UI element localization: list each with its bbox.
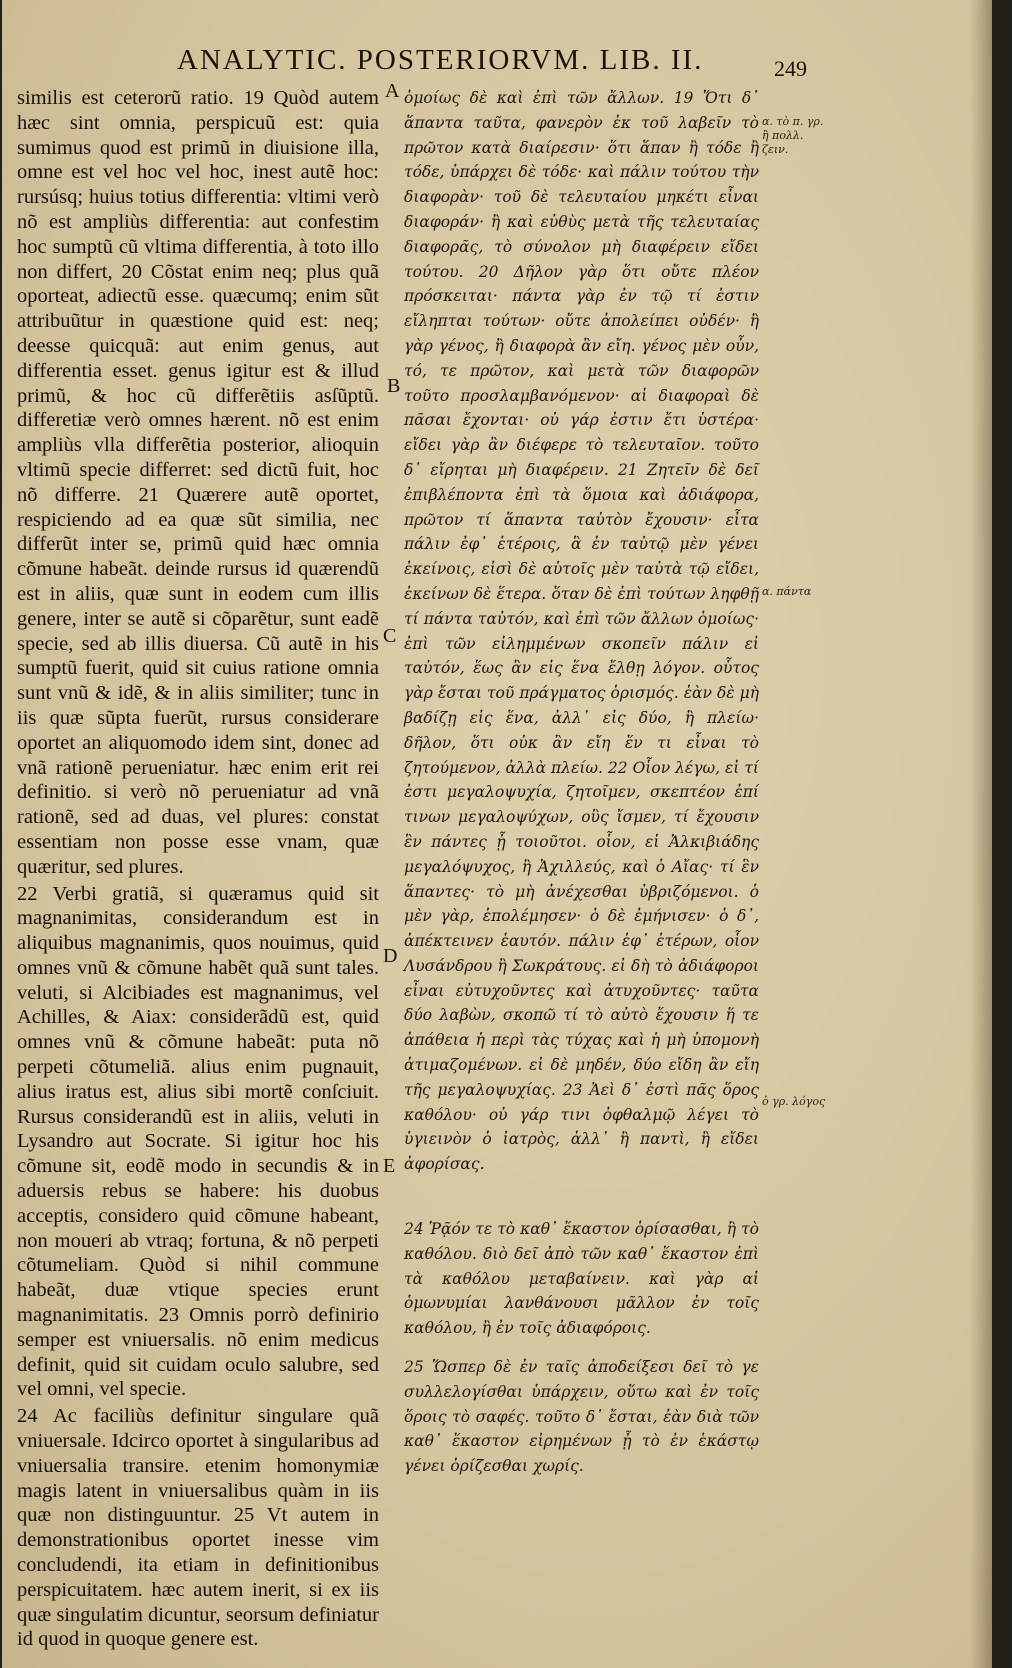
latin-paragraph: 22 Verbi gratiã, si quæramus quid sit magnanimitas, considerandum est in aliquibus magnanimis, quos nouimus, quid omnes vnũ & cõmune habẽt quã sunt tales. veluti, si Alcibiades est magnanimus, vel Achilles, & Aiax: considerãdũ est, quid omnes vnũ & cõmune habeãt: puta nõ perpeti cõtumeliã. alius enim pugnauit, alius iratus est, alius sibi mortẽ conſciuit. Rursus considerandũ est in aliis, veluti in Lysandro aut Socrate. Si igitur hoc his cõmune sit, eodẽ modo in secundis & in aduersis rebus se habere: his duobus acceptis, considero quid cõmune habeant, non moueri ab vtraq; fortuna, & nõ perpeti cõtumeliam. Quòd si nihil commune habeãt, duæ vtique species erunt magnanimitatis. 23 Omnis porrò definirio semper est vniuersalis. nõ enim medicus definit, quid sit cuidam oculo salubre, sed vel omni, vel specie. [17,882,379,1401]
greek-column [404,86,759,1479]
margin-letter-b: B [387,375,401,397]
book-page [2,0,992,1668]
margin-letter-c: C [383,625,397,647]
latin-column [17,86,379,1652]
greek-paragraph: 24 Ῥᾷόν τε τὸ καθ᾽ ἕκαστον ὁρίσασθαι, ἢ τὸ καθόλου. διὸ δεῖ ἀπὸ τῶν καθ᾽ ἕκαστον ἐπὶ τὰ καθόλου μεταβαίνειν. καὶ γὰρ αἱ ὁμωνυμίαι λανθάνουσι μᾶλλον ἐν τοῖς καθόλου, ἢ ἐν τοῖς ἀδιαφόροις. [404,1220,759,1338]
marginal-gloss: ὁ γρ. λόγος [762,1095,826,1108]
greek-paragraph: ὁμοίως δὲ καὶ ἐπὶ τῶν ἄλλων. 19 Ὅτι δ᾽ ἅπαντα ταῦτα, φανερὸν ἐκ τοῦ λαβεῖν τὸ πρῶτον κατὰ διαίρεσιν· ὅτι ἅπαν ἢ τόδε ἢ τόδε, ὑπάρχει δὲ τόδε· καὶ πάλιν τούτου τὴν διαφορὰν· τοῦ δὲ τελευταίου μηκέτι εἶναι διαφοράν· ἢ καὶ εὐθὺς μετὰ τῆς τελευταίας διαφορᾶς, τὸ σύνολον μὴ διαφέρειν εἴδει τούτου. 20 Δῆλον γὰρ ὅτι οὔτε πλέον πρόσκειται· πάντα γὰρ ἐν τῷ τί ἐστιν εἴληπται τούτων· οὔτε ἀπολείπει οὐδέν· ἢ γὰρ γένος, ἢ διαφορὰ ἂν εἴη. γένος μὲν οὖν, τό, τε πρῶτον, καὶ μετὰ τῶν διαφορῶν τοῦτο προσλαμβανόμενον· αἱ διαφοραὶ δὲ πᾶσαι ἔχονται· οὐ γάρ ἐστιν ἔτι ὑστέρα· εἴδει γὰρ ἂν διέφερε τὸ τελευταῖον. τοῦτο δ᾽ εἴρηται μὴ διαφέρειν. 21 Ζητεῖν δὲ δεῖ ἐπιβλέποντα ἐπὶ τὰ ὅμοια καὶ ἀδιάφορα, πρῶτον τί ἅπαντα ταὐτὸν ἔχουσιν· εἶτα πάλιν ἐφ᾽ ἑτέροις, ἃ ἐν ταὐτῷ μὲν γένει ἐκείνοις, εἰσὶ δὲ αὑτοῖς μὲν ταὐτὰ τῷ εἴδει, ἐκείνων δὲ ἕτερα. ὅταν δὲ ἐπὶ τούτων ληφθῇ τί πάντα ταὐτόν, καὶ ἐπὶ τῶν ἄλλων ὁμοίως· ἐπὶ τῶν εἰλημμένων σκοπεῖν πάλιν εἰ ταὐτόν, ἕως ἂν εἰς ἕνα ἔλθῃ λόγον. οὗτος γὰρ ἔσται τοῦ πράγματος ὁρισμός. ἐὰν δὲ μὴ βαδίζῃ εἰς ἕνα, ἀλλ᾽ εἰς δύο, ἢ πλείω· δῆλον, ὅτι οὐκ ἂν εἴη ἕν τι εἶναι τὸ ζητούμενον, ἀλλὰ πλείω. 22 Οἷον λέγω, εἰ τί ἐστι μεγαλοψυχία, ζητοῖμεν, σκεπτέον ἐπί τινων μεγαλοψύχων, οὓς ἴσμεν, τί ἔχουσιν ἓν πάντες ᾗ τοιοῦτοι. οἷον, εἰ Ἀλκιβιάδης μεγαλόψυχος, ἢ Ἀχιλλεύς, καὶ ὁ Αἴας· τί ἓν ἅπαντες· τὸ μὴ ἀνέχεσθαι ὑβριζόμενοι. ὁ μὲν γὰρ, ἐπολέμησεν· ὁ δὲ ἐμήνισεν· ὁ δ᾽, ἀπέκτεινεν ἑαυτόν. πάλιν ἐφ᾽ ἑτέρων, οἷον Λυσάνδρου ἢ Σωκράτους. εἰ δὴ τὸ ἀδιάφοροι εἶναι εὐτυχοῦντες καὶ ἀτυχοῦντες· ταῦτα δύο λαβὼν, σκοπῶ τί τὸ αὐτὸ ἔχουσιν ἥ τε ἀπάθεια ἡ περὶ τὰς τύχας καὶ ἡ μὴ ὑπομονὴ ἀτιμαζομένων. εἰ δὲ μηδέν, δύο εἴδη ἂν εἴη τῆς μεγαλοψυχίας. 23 Ἀεὶ δ᾽ ἐστὶ πᾶς ὅρος καθόλου· οὐ γάρ τινι ὀφθαλμῷ λέγει τὸ ὑγιεινὸν ὁ ἰατρὸς, ἀλλ᾽ ἢ παντὶ, ἢ εἴδει ἀφορίσας. [404,89,759,1174]
marginal-gloss: α. τὸ π. γρ. ἢ πολλ. ζειν. [762,115,824,156]
page-edge-shadow [970,0,992,1668]
latin-paragraph: 24 Ac faciliùs definitur singulare quã vniuersale. Idcirco oportet à singularibus ad vniuersalia transire. etenim homonymiæ magis latent in vniuersalibus quàm in iis quæ non distinguuntur. 25 Vt autem in demonstrationibus oportet inesse vim concludendi, ita etiam in definitionibus perspicuitatem. hæc autem inerit, si ex iis quæ singulatim dicuntur, seorsum definiatur id quod in quoque genere est. [17,1405,379,1651]
margin-letter-e: E [383,1155,396,1177]
greek-paragraph: 25 Ὥσπερ δὲ ἐν ταῖς ἀποδείξεσι δεῖ τὸ γε συλλελογίσθαι ὑπάρχειν, οὕτω καὶ ἐν τοῖς ὅροις τὸ σαφές. τοῦτο δ᾽ ἔσται, ἐὰν διὰ τῶν καθ᾽ ἕκαστον εἰρημένων ᾖ τὸ ἐν ἑκάστῳ γένει ὁρίζεσθαι χωρίς. [404,1358,759,1476]
margin-letter-a: A [385,80,400,102]
running-title: ANALYTIC. POSTERIORVM. LIB. II. [177,44,704,76]
latin-paragraph: similis est ceterorũ ratio. 19 Quòd autem hæc sint omnia, perspicuũ est: quia sumimus quod est primũ in diuisione illa, omne est vel hoc vel hoc, inest autẽ hoc: rursúsq; huius totius differentia: vltimi verò nõ est ampliùs differentia: aut confestim hoc sumptũ cũ vltima differentia, à toto illo non differt, 20 Cõstat enim neq; plus quã oporteat, adiectũ esse. quæcumq; enim sũt attribuũtur in quæstione quid est: neq; deesse quicquã: aut enim genus, aut differentia esset. genus igitur est & illud primũ, & hoc cũ differẽtiis asſũptũ. differetiæ verò omnes hærent. nõ est enim ampliùs vlla differẽtia posterior, alioquin vltimũ specie differret: sed dictũ fuit, hoc nõ differre. 21 Quærere autẽ oportet, respiciendo ad ea quæ sũt similia, nec differũt inter se, primũ quid hæc omnia cõmune habeãt. deinde rursus id quærendũ est in aliis, quæ sunt in eodem cum illis genere, inter se autẽ si cõparẽtur, sunt eadẽ specie, sed ab illis diuersa. Cũ autẽ in his sumptũ fuerit, quid sit cuius ratione omnia sunt vnũ & idẽ, & in aliis similiter; tunc in iis quæ sũpta fuerũt, rursus considerare oportet an aliquomodo idem sint, donec ad vnã rationẽ perueniatur. hæc enim erit rei definitio. si verò nõ perueniatur ad vnã rationẽ, sed ad duas, vel plures: constat essentiam non posse esse vnam, quæ quæritur, sed plures. [17,87,379,878]
margin-letter-d: D [383,945,398,967]
marginal-gloss: α. πάντα [762,585,812,598]
page-number: 249 [774,56,807,81]
